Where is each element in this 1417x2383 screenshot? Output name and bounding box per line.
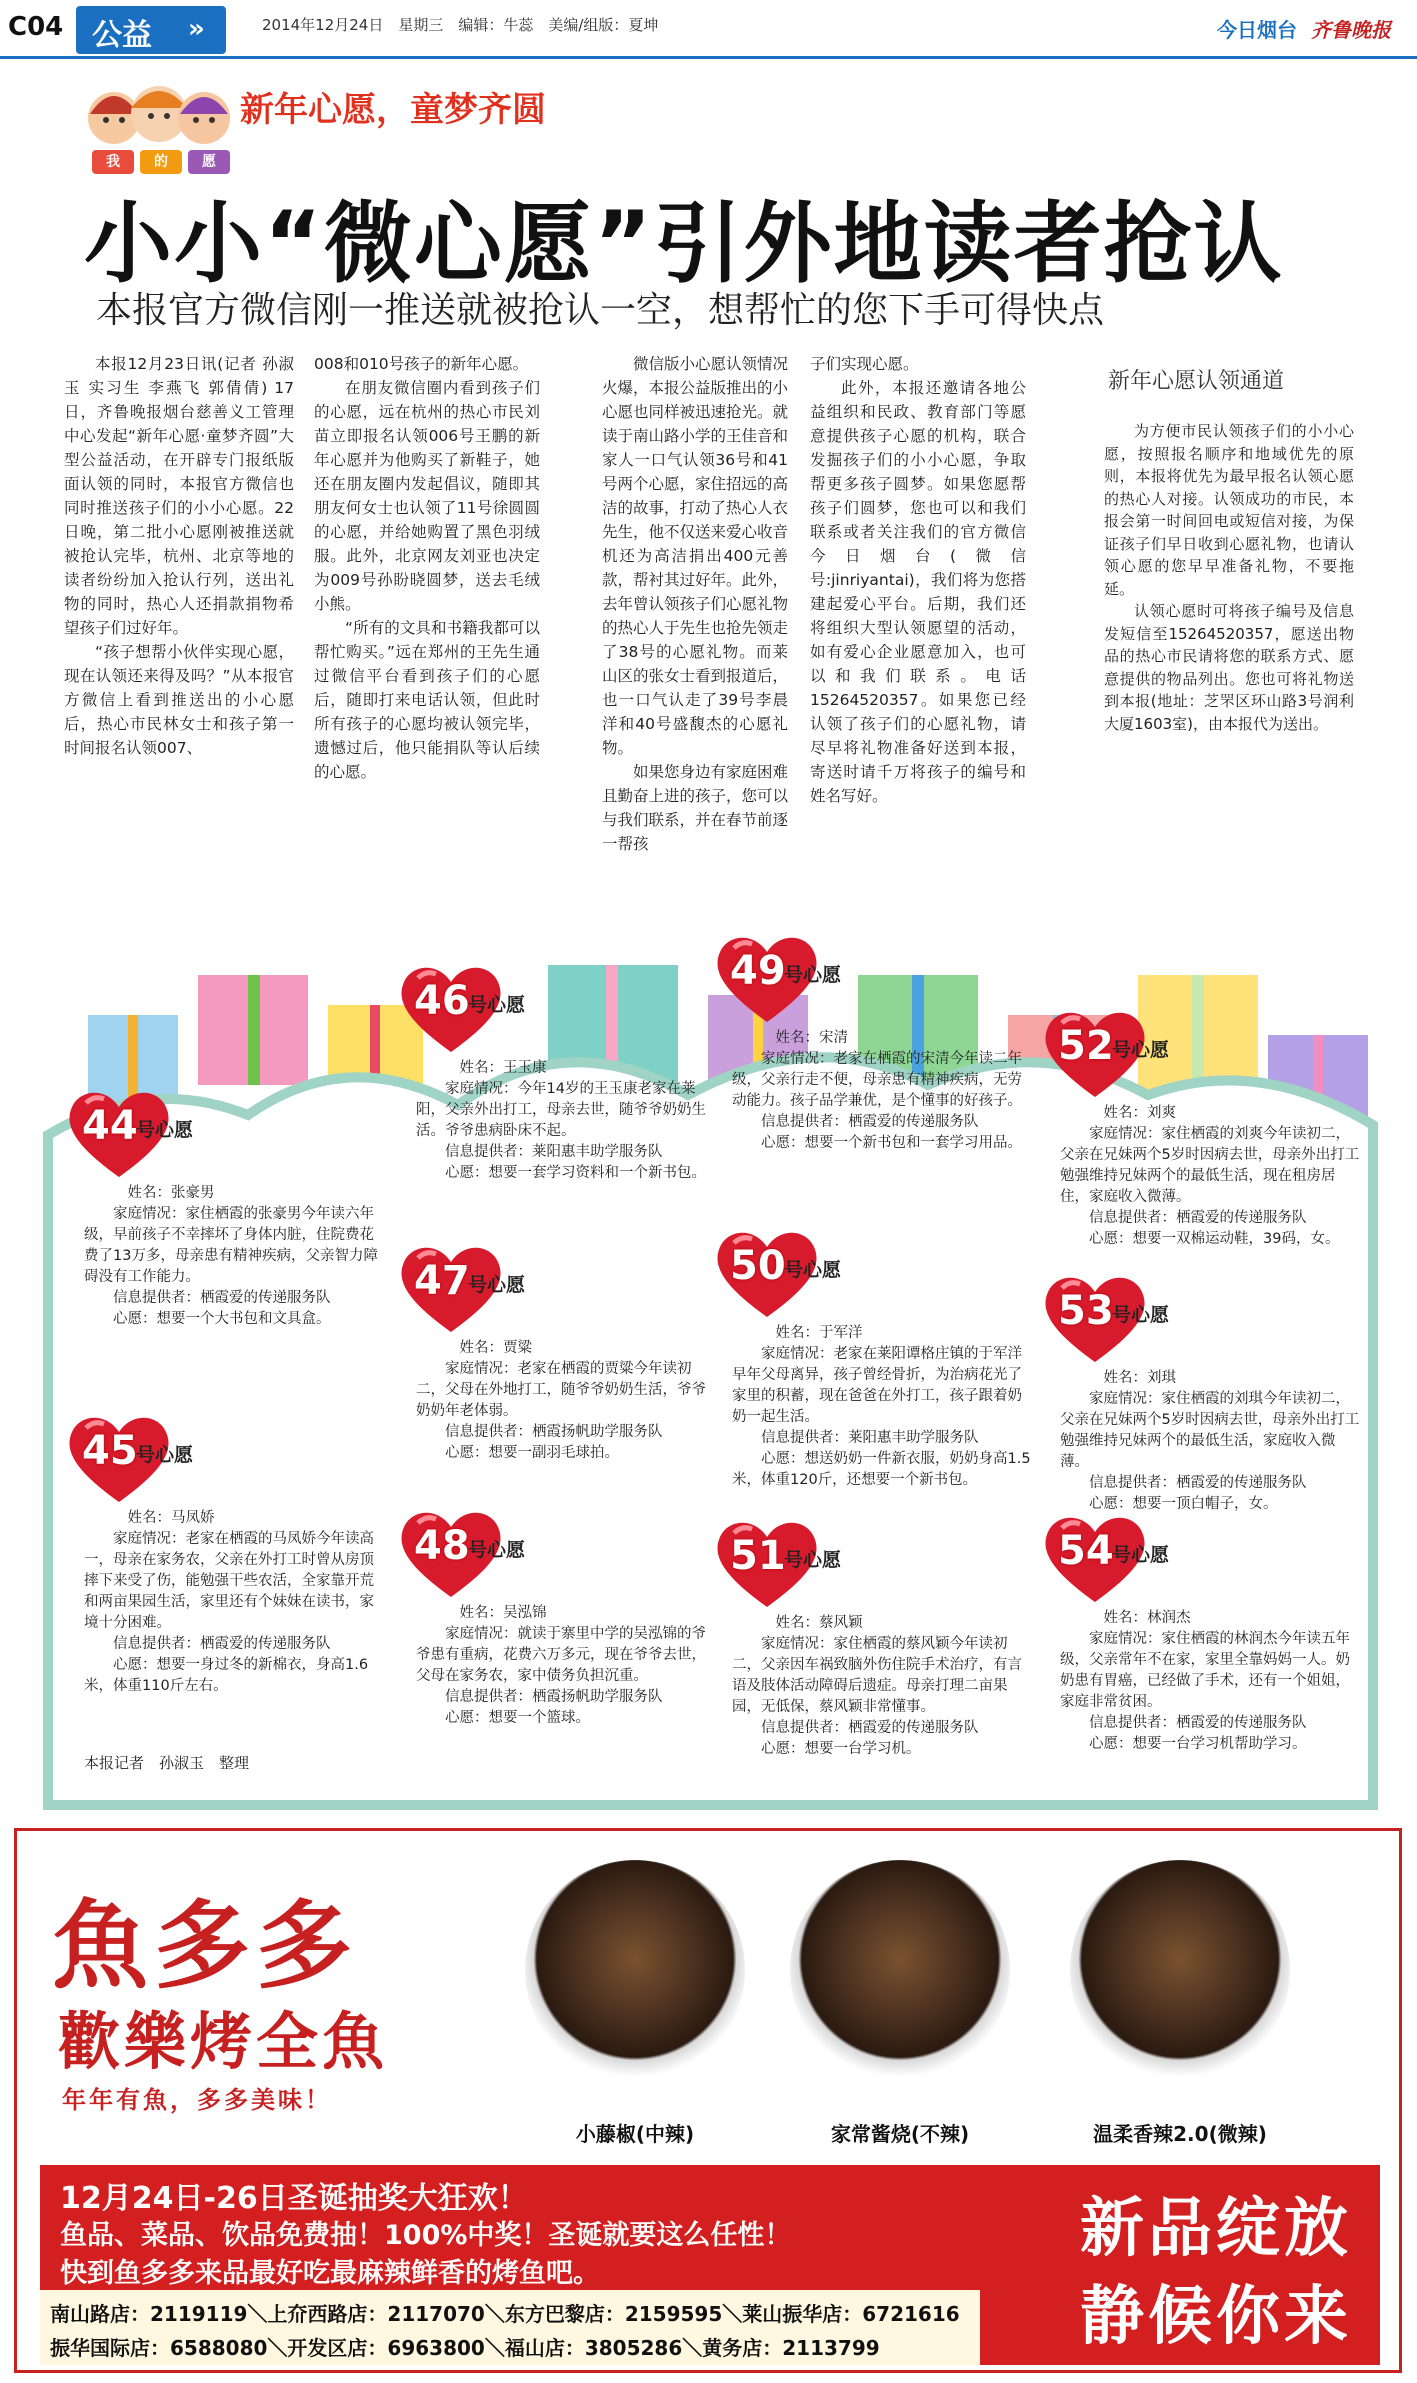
- sidebar-title: 新年心愿认领通道: [1108, 369, 1285, 394]
- wish-name: 姓名：于军洋: [775, 1325, 863, 1341]
- wish-number: 48: [414, 1523, 470, 1569]
- wish-provider: 信息提供者：栖霞爱的传递服务队: [113, 1636, 331, 1652]
- wish-entry: [84, 1508, 384, 1697]
- article-column-3: [602, 352, 788, 856]
- wish-name: 姓名：刘爽: [1103, 1105, 1176, 1121]
- store-list: [40, 2290, 980, 2365]
- promo-line: 鱼品、菜品、饮品免费抽！100%中奖！圣诞就要这么任性！: [60, 2220, 792, 2251]
- kid-label: 我: [92, 150, 134, 174]
- wish-provider: 信息提供者：栖霞爱的传递服务队: [1089, 1715, 1307, 1731]
- wish-number: 50: [730, 1243, 786, 1289]
- wish-provider: 信息提供者：栖霞爱的传递服务队: [113, 1290, 331, 1306]
- wish-family: 家庭情况：老家在栖霞的宋清今年读二年级，父亲行走不便，母亲患有精神疾病，无劳动能力。孩子品学兼优，是个懂事的好孩子。: [732, 1051, 1022, 1109]
- wish-name: 姓名：蔡风颖: [775, 1615, 863, 1631]
- wish-number: 46: [414, 978, 470, 1024]
- promo-line: 12月24日-26日圣诞抽奖大狂欢！: [60, 2181, 528, 2216]
- wish-provider: 信息提供者：栖霞爱的传递服务队: [1089, 1475, 1307, 1491]
- sidebar-text: [1104, 420, 1354, 735]
- article-column-1: [64, 352, 294, 760]
- wish-wish: 心愿：想要一身过冬的新棉衣，身高1.6米，体重110斤左右。: [84, 1657, 369, 1694]
- wish-wish: 心愿：想要一双棉运动鞋，39码，女。: [1089, 1231, 1340, 1247]
- wish-entry: [416, 1058, 716, 1184]
- wish-name: 姓名：宋清: [775, 1030, 848, 1046]
- wish-entry: [1060, 1608, 1360, 1755]
- header-right: [1217, 14, 1391, 43]
- promo-big-line: 静候你来: [1080, 2280, 1352, 2354]
- wish-family: 家庭情况：老家在栖霞的贾粱今年读初二，父母在外地打工，随爷爷奶奶生活，爷爷奶奶年老体弱。: [416, 1361, 706, 1419]
- wish-wish: 心愿：想要一台学习机。: [761, 1741, 921, 1757]
- page-code: C04: [8, 12, 64, 42]
- wish-label: 号心愿: [784, 1259, 842, 1281]
- wish-entry: [1060, 1368, 1360, 1515]
- wish-name: 姓名：吴泓锦: [459, 1605, 547, 1621]
- wish-label: 号心愿: [784, 1549, 842, 1571]
- wish-number: 53: [1058, 1288, 1114, 1334]
- dish-name: 家常酱烧(不辣): [830, 2122, 970, 2146]
- paragraph: “孩子想帮小伙伴实现心愿，现在认领还来得及吗？”从本报官方微信上看到推送出的小心愿后，热心市民林女士和孩子第一时间报名认领007、: [64, 643, 294, 757]
- ad-brand-sub: 歡樂烤全魚: [58, 2005, 389, 2078]
- wish-entry: [1060, 1103, 1360, 1250]
- paragraph: “所有的文具和书籍我都可以帮忙购买。”远在郑州的王先生通过微信平台看到孩子们的心愿后，随即打来电话认领，但此时所有孩子的心愿均被认领完毕，遗憾过后，他只能捐队等认后续的心愿。: [314, 619, 540, 781]
- wish-label: 号心愿: [468, 1539, 526, 1561]
- kid-label: 愿: [188, 150, 230, 174]
- wish-family: 家庭情况：家住栖霞的刘爽今年读初二，父亲在兄妹两个5岁时因病去世，母亲外出打工勉强维持兄妹两个的最低生活，现在租房居住，家庭收入微薄。: [1060, 1126, 1360, 1205]
- chevron-right-icon: »: [188, 14, 205, 44]
- wish-entry: [84, 1183, 384, 1330]
- wish-wish: 心愿：想送奶奶一件新衣服，奶奶身高1.5米，体重120斤，还想要一个新书包。: [732, 1451, 1031, 1488]
- wish-number: 45: [82, 1428, 138, 1474]
- wish-entry: [732, 1028, 1032, 1154]
- store-line: 振华国际店：6588080＼开发区店：6963800＼福山店：3805286＼黄务店：2113799: [50, 2336, 880, 2360]
- newspaper-logo: 齐鲁晚报: [1311, 18, 1391, 42]
- campaign-banner: 新年心愿，童梦齐圆: [240, 90, 546, 130]
- page-header: [0, 0, 1417, 58]
- wish-wish: 心愿：想要一顶白帽子，女。: [1089, 1496, 1278, 1512]
- paragraph: 认领心愿时可将孩子编号及信息发短信至15264520357，愿送出物品的热心市民请将您的联系方式、愿意提供的物品列出。您也可将礼物送到本报(地址：芝罘区环山路3号润利大厦1603室)，由本报代为送出。: [1104, 602, 1354, 733]
- dish-name: 小藤椒(中辣): [575, 2122, 695, 2146]
- wish-name: 姓名：王玉康: [459, 1060, 547, 1076]
- wish-family: 家庭情况：就读于寨里中学的吴泓锦的爷爷患有重病，花费六万多元，现在爷爷去世，父母在家务农，家中债务负担沉重。: [416, 1626, 706, 1684]
- wish-provider: 信息提供者：栖霞扬帆助学服务队: [445, 1689, 663, 1705]
- wish-wish: 心愿：想要一个篮球。: [445, 1710, 590, 1726]
- wish-family: 家庭情况：家住栖霞的蔡风颖今年读初二，父亲因车祸致脑外伤住院手术治疗，有言语及肢体活动障碍后遗症。母亲打理二亩果园，无低保，蔡风颖非常懂事。: [732, 1636, 1022, 1715]
- paragraph: 此外，本报还邀请各地公益组织和民政、教育部门等愿意提供孩子心愿的机构，联合发掘孩子们的小小心愿，争取帮更多孩子圆梦。如果您愿帮孩子们圆梦，您也可以和我们联系或者关注我们的官方微信今日烟台(微信号:jinriyantai)，我们将为您搭建起爱心平台。后期，我们还将组织大型认领愿望的活动，如有爱心企业愿意加入，也可以和我们联系。电话15264520357。如果您已经认领了孩子们的心愿礼物，请尽早将礼物准备好送到本报，寄送时请千万将孩子的编号和姓名写好。: [810, 379, 1026, 805]
- wish-wish: 心愿：想要一副羽毛球拍。: [445, 1445, 619, 1461]
- wish-number: 49: [730, 948, 786, 994]
- wish-entry: [732, 1613, 1032, 1760]
- headline: 小小“微心愿”引外地读者抢认: [84, 192, 1284, 295]
- wish-number: 52: [1058, 1023, 1114, 1069]
- wish-family: 家庭情况：老家在莱阳谭格庄镇的于军洋早年父母离异，孩子曾经骨折，为治病花光了家里的积蓄，现在爸爸在外打工，孩子跟着奶奶一起生活。: [732, 1346, 1022, 1425]
- article-column-4: [810, 352, 1026, 808]
- wish-entry: [416, 1338, 716, 1464]
- wish-wish: 心愿：想要一个大书包和文具盒。: [113, 1311, 331, 1327]
- wish-provider: 信息提供者：栖霞扬帆助学服务队: [445, 1424, 663, 1440]
- wish-name: 姓名：张豪男: [127, 1185, 215, 1201]
- wish-label: 号心愿: [468, 1274, 526, 1296]
- promo-line: 快到鱼多多来品最好吃最麻辣鲜香的烤鱼吧。: [60, 2258, 600, 2289]
- wish-entry: [416, 1603, 716, 1729]
- wish-family: 家庭情况：家住栖霞的刘琪今年读初二，父亲在兄妹两个5岁时因病去世，母亲外出打工勉强维持兄妹两个的最低生活，家庭收入微薄。: [1060, 1391, 1360, 1470]
- wish-family: 家庭情况：今年14岁的王玉康老家在莱阳，父亲外出打工，母亲去世，随爷爷奶奶生活。爷爷患病卧床不起。: [416, 1081, 706, 1139]
- wish-number: 47: [414, 1258, 470, 1304]
- wish-label: 号心愿: [1112, 1304, 1170, 1326]
- issue-meta: 2014年12月24日 星期三 编辑：牛蕊 美编/组版：夏坤: [262, 16, 659, 34]
- fish-dish-image: [1070, 1860, 1290, 2080]
- wish-number: 51: [730, 1533, 786, 1579]
- wish-label: 号心愿: [468, 994, 526, 1016]
- article-column-2: [314, 352, 540, 784]
- subheadline: 本报官方微信刚一推送就被抢认一空，想帮忙的您下手可得快点: [96, 290, 1105, 331]
- wish-label: 号心愿: [1112, 1544, 1170, 1566]
- store-line: 南山路店：2119119＼上夼西路店：2117070＼东方巴黎店：2159595＼莱山振华店：6721616: [50, 2302, 960, 2326]
- fish-dish-image: [525, 1860, 745, 2080]
- wish-number: 54: [1058, 1528, 1114, 1574]
- wish-entry: [732, 1323, 1032, 1491]
- dish-name: 温柔香辣2.0(微辣): [1093, 2122, 1267, 2146]
- paragraph: 为方便市民认领孩子们的小小心愿，按照报名顺序和地域优先的原则，本报将优先为最早报名认领心愿的热心人对接。认领成功的市民，本报会第一时间回电或短信对接，为保证孩子们早日收到心愿礼物，也请认领心愿的您早早准备礼物，不要拖延。: [1104, 422, 1354, 598]
- wish-wish: 心愿：想要一台学习机帮助学习。: [1089, 1736, 1307, 1752]
- wish-provider: 信息提供者：栖霞爱的传递服务队: [761, 1114, 979, 1130]
- paragraph: 008和010号孩子的新年心愿。: [314, 355, 529, 373]
- wish-name: 姓名：贾粱: [459, 1340, 532, 1356]
- wish-label: 号心愿: [136, 1444, 194, 1466]
- credit-line: 本报记者 孙淑玉 整理: [84, 1754, 250, 1772]
- wish-provider: 信息提供者：栖霞爱的传递服务队: [761, 1720, 979, 1736]
- paragraph: 在朋友微信圈内看到孩子们的心愿，远在杭州的热心市民刘苗立即报名认领006号王鹏的新年心愿并为他购买了新鞋子，她还在朋友圈内发起倡议，随即其朋友何女士也认领了11号徐圆圆的心愿，并给她购置了黑色羽绒服。此外，北京网友刘亚也决定为009号孙盼晓圆梦，送去毛绒小熊。: [314, 379, 540, 613]
- column-label: 今日烟台: [1217, 18, 1297, 42]
- wish-label: 号心愿: [1112, 1039, 1170, 1061]
- fish-dish-image: [790, 1860, 1010, 2080]
- wish-family: 家庭情况：老家在栖霞的马凤娇今年读高一，母亲在家务农，父亲在外打工时曾从房顶摔下来受了伤，能勉强干些农活，全家靠开荒和两亩果园生活，家里还有个妹妹在读书，家境十分困难。: [84, 1531, 374, 1631]
- ad-brand: 魚多多: [52, 1889, 358, 2002]
- section-tag: [76, 6, 226, 54]
- ad-slogan: 年年有魚，多多美味！: [62, 2086, 332, 2114]
- wish-label: 号心愿: [784, 964, 842, 986]
- paragraph: 如果您身边有家庭困难且勤奋上进的孩子，您可以与我们联系，并在春节前逐一帮孩: [602, 763, 789, 853]
- wish-provider: 信息提供者：莱阳惠丰助学服务队: [761, 1430, 979, 1446]
- kid-labels: [92, 150, 236, 174]
- paragraph: 本报12月23日讯(记者 孙淑玉 实习生 李燕飞 郭倩倩) 17日，齐鲁晚报烟台慈善义工管理中心发起“新年心愿·童梦齐圆”大型公益活动，在开辟专门报纸版面认领的同时，本报官方微信也同时推送孩子们的小小心愿。22日晚，第二批小心愿刚被推送就被抢认完毕，杭州、北京等地的读者纷纷加入抢认行列，送出礼物的同时，热心人还捐款捐物希望孩子们过好年。: [64, 355, 294, 637]
- wish-number: 44: [82, 1103, 138, 1149]
- wish-family: 家庭情况：家住栖霞的张豪男今年读六年级，早前孩子不幸摔坏了身体内脏，住院费花费了13万多，母亲患有精神疾病，父亲智力障碍没有工作能力。: [84, 1206, 378, 1285]
- wish-wish: 心愿：想要一个新书包和一套学习用品。: [761, 1135, 1022, 1151]
- wish-name: 姓名：刘琪: [1103, 1370, 1176, 1386]
- wish-wish: 心愿：想要一套学习资料和一个新书包。: [445, 1165, 706, 1181]
- wish-label: 号心愿: [136, 1119, 194, 1141]
- paragraph: 微信版小心愿认领情况火爆，本报公益版推出的小心愿也同样被迅速抢光。就读于南山路小学的王佳音和家人一口气认领36号和41号两个心愿，家住招远的高洁的故事，打动了热心人衣先生，他不仅送来爱心收音机还为高洁捐出400元善款，帮衬其过好年。此外，去年曾认领孩子们心愿礼物的热心人于先生也抢先领走了38号的心愿礼物。而莱山区的张女士看到报道后，也一口气认走了39号李晨洋和40号盛馥杰的心愿礼物。: [602, 355, 789, 757]
- wish-name: 姓名：马凤娇: [127, 1510, 215, 1526]
- wish-name: 姓名：林润杰: [1103, 1610, 1191, 1626]
- kid-label: 的: [140, 150, 182, 174]
- header-rule: [0, 56, 1417, 59]
- promo-big-line: 新品绽放: [1080, 2192, 1352, 2266]
- paragraph: 子们实现心愿。: [810, 355, 919, 373]
- wish-provider: 信息提供者：栖霞爱的传递服务队: [1089, 1210, 1307, 1226]
- wish-provider: 信息提供者：莱阳惠丰助学服务队: [445, 1144, 663, 1160]
- wish-family: 家庭情况：家住栖霞的林润杰今年读五年级，父亲常年不在家，家里全靠妈妈一人。奶奶患有胃癌，已经做了手术，还有一个姐姐，家庭非常贫困。: [1060, 1631, 1350, 1710]
- section-label: 公益: [92, 18, 152, 53]
